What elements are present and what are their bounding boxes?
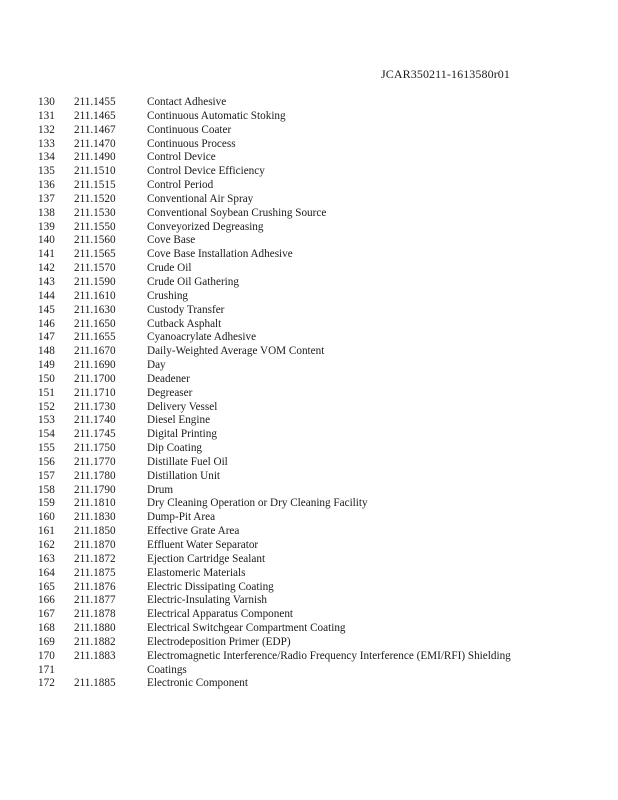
line-number: 153 [38,414,55,427]
section-title: Effluent Water Separator [147,539,259,551]
section-number: 211.1690 [74,359,116,372]
line-number: 148 [38,345,55,358]
section-title: Crude Oil [147,262,192,275]
section-title: Effective Grate Area [147,525,240,538]
table-row [0,331,618,345]
line-number: 167 [38,608,55,621]
line-number: 157 [38,469,55,482]
table-row [0,138,618,152]
table-row [0,318,618,332]
section-number: 211.1670 [74,345,116,358]
section-number: 211.1745 [74,428,116,441]
line-number: 169 [38,635,55,648]
section-number: 211.1780 [74,469,116,482]
section-title: Continuous Coater [147,123,232,136]
section-number: 211.1730 [74,400,116,413]
table-row [0,248,618,262]
line-number: 162 [38,539,55,551]
section-number: 211.1883 [74,649,116,662]
section-title: Crushing [147,289,189,302]
section-number: 211.1710 [74,386,116,399]
section-number: 211.1520 [74,192,116,205]
line-number: 165 [38,580,55,593]
section-title: Deadener [147,372,190,385]
section-title: Electric-Insulating Varnish [147,594,268,607]
section-number: 211.1455 [74,96,116,108]
section-number: 211.1872 [74,552,116,565]
line-number: 132 [38,123,55,136]
section-number: 211.1565 [74,248,116,261]
section-title: Continuous Automatic Stoking [147,109,286,122]
table-row [0,124,618,138]
line-number: 143 [38,275,55,288]
table-row [0,234,618,248]
section-number: 211.1550 [74,220,116,233]
line-number: 141 [38,248,55,261]
table-row [0,373,618,387]
document-id: JCAR350211-1613580r01 [381,67,510,81]
table-row [0,470,618,484]
section-number: 211.1610 [74,289,116,302]
section-title: Daily-Weighted Average VOM Content [147,345,325,358]
section-title: Continuous Process [147,137,236,150]
table-row [0,262,618,276]
line-number: 160 [38,511,55,524]
line-number: 137 [38,192,55,205]
table-row [0,664,618,678]
line-number: 154 [38,428,55,441]
line-number: 139 [38,220,55,233]
line-number: 150 [38,372,55,385]
line-number: 159 [38,497,55,510]
table-row [0,110,618,124]
section-number: 211.1877 [74,594,116,607]
section-title: Dump-Pit Area [147,511,216,524]
section-title: Conveyorized Degreasing [147,220,264,233]
section-number: 211.1740 [74,414,116,427]
section-number: 211.1490 [74,151,116,164]
line-number: 131 [38,109,55,122]
section-number: 211.1880 [74,622,116,635]
table-row [0,497,618,511]
section-number: 211.1700 [74,372,116,385]
section-title: Coatings [147,663,187,676]
section-title: Control Period [147,179,214,192]
section-title: Elastomeric Materials [147,566,246,579]
section-number: 211.1885 [74,677,116,690]
section-title: Control Device [147,151,216,164]
section-title: Electrical Switchgear Compartment Coating [147,622,346,635]
line-number: 149 [38,359,55,372]
section-title: Cutback Asphalt [147,317,222,330]
line-number: 133 [38,137,55,150]
section-title: Crude Oil Gathering [147,275,239,288]
section-title: Drum [147,483,174,496]
line-number: 161 [38,525,55,538]
table-row [0,276,618,290]
line-number: 138 [38,206,55,219]
table-row [0,165,618,179]
section-title: Electric Dissipating Coating [147,580,274,593]
line-number: 152 [38,400,55,413]
section-title: Dip Coating [147,442,203,455]
table-row [0,401,618,415]
section-title: Cyanoacrylate Adhesive [147,331,257,344]
line-number: 166 [38,594,55,607]
table-row [0,428,618,442]
line-number: 151 [38,386,55,399]
section-title: Custody Transfer [147,303,225,316]
table-row [0,677,618,691]
line-number: 130 [38,96,55,108]
section-title: Electronic Component [147,677,248,690]
section-title: Degreaser [147,386,193,399]
table-row [0,594,618,608]
line-number: 164 [38,566,55,579]
section-title: Electrical Apparatus Component [147,608,294,621]
line-number: 172 [38,677,55,690]
section-number: 211.1750 [74,442,116,455]
line-number: 142 [38,262,55,275]
line-number: 136 [38,179,55,192]
section-number: 211.1870 [74,539,116,551]
section-number: 211.1560 [74,234,116,247]
line-number: 156 [38,455,55,468]
table-row [0,636,618,650]
table-row [0,387,618,401]
section-number: 211.1530 [74,206,116,219]
section-title: Dry Cleaning Operation or Dry Cleaning Facility [147,497,368,510]
table-row [0,442,618,456]
line-number: 135 [38,165,55,178]
table-row [0,484,618,498]
section-number: 211.1470 [74,137,116,150]
table-row [0,608,618,622]
table-row [0,511,618,525]
section-title: Delivery Vessel [147,400,218,413]
section-number: 211.1875 [74,566,116,579]
table-row [0,456,618,470]
section-number: 211.1810 [74,497,116,510]
table-row [0,96,618,110]
table-row [0,414,618,428]
line-number: 134 [38,151,55,164]
line-number: 145 [38,303,55,316]
section-number: 211.1465 [74,109,116,122]
table-row [0,345,618,359]
line-number: 144 [38,289,55,302]
line-number: 158 [38,483,55,496]
section-number: 211.1630 [74,303,116,316]
line-number: 168 [38,622,55,635]
table-row [0,193,618,207]
table-row [0,581,618,595]
table-row [0,650,618,664]
section-list [0,96,618,691]
section-title: Day [147,359,166,372]
section-title: Contact Adhesive [147,96,227,108]
table-row [0,304,618,318]
table-row [0,359,618,373]
section-number: 211.1655 [74,331,116,344]
section-number: 211.1770 [74,455,116,468]
table-row [0,179,618,193]
section-number: 211.1790 [74,483,116,496]
line-number: 140 [38,234,55,247]
section-title: Distillation Unit [147,469,221,482]
section-title: Conventional Soybean Crushing Source [147,206,327,219]
section-number: 211.1876 [74,580,116,593]
section-title: Electrodeposition Primer (EDP) [147,635,291,648]
table-row [0,290,618,304]
section-number: 211.1878 [74,608,116,621]
section-title: Diesel Engine [147,414,211,427]
table-row [0,221,618,235]
section-number: 211.1882 [74,635,116,648]
table-row [0,567,618,581]
section-title: Control Device Efficiency [147,165,265,178]
section-title: Ejection Cartridge Sealant [147,552,266,565]
section-title: Cove Base Installation Adhesive [147,248,293,261]
section-number: 211.1467 [74,123,116,136]
line-number: 147 [38,331,55,344]
section-number: 211.1515 [74,179,116,192]
table-row [0,553,618,567]
line-number: 163 [38,552,55,565]
line-number: 155 [38,442,55,455]
table-row [0,151,618,165]
table-row [0,622,618,636]
section-number: 211.1510 [74,165,116,178]
table-row [0,207,618,221]
section-title: Distillate Fuel Oil [147,455,228,468]
section-number: 211.1570 [74,262,116,275]
section-number: 211.1590 [74,275,116,288]
table-row [0,525,618,539]
line-number: 170 [38,649,55,662]
section-number: 211.1830 [74,511,116,524]
section-number: 211.1650 [74,317,116,330]
line-number: 146 [38,317,55,330]
section-title: Conventional Air Spray [147,192,254,205]
section-number: 211.1850 [74,525,116,538]
table-row [0,539,618,553]
section-title: Cove Base [147,234,196,247]
section-title: Digital Printing [147,428,217,441]
line-number: 171 [38,663,55,676]
section-title: Electromagnetic Interference/Radio Frequency Interference (EMI/RFI) Shielding [147,649,511,662]
